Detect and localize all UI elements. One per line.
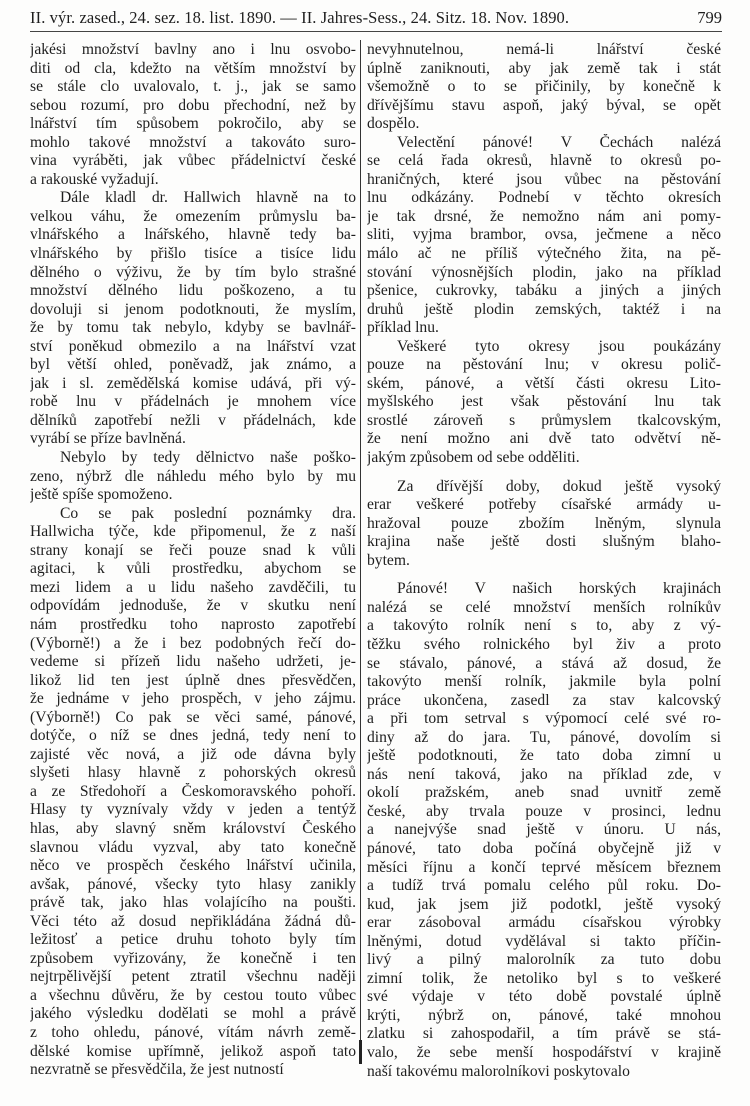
text-line: druhů ještě plodin zemských, taktéž i na	[367, 300, 721, 318]
text-line: jak i sl. zemědělská komise udává, při vý-	[30, 374, 356, 392]
text-line: stování výnosnějších plodin, jako na příklad	[367, 263, 721, 281]
text-line: Věci této až dosud nepřikládána žádná dů-	[30, 912, 356, 930]
text-line: ství poněkud obmezilo a na lnářství vzat	[30, 337, 356, 355]
text-line: příklad lnu.	[367, 319, 439, 337]
text-line: livý a pilný malorolník za tuto dobu	[367, 951, 721, 969]
text-line: jakým způsobem od sebe odděliti.	[367, 449, 580, 467]
page-number: 799	[697, 8, 722, 27]
text-line: naší takovému malorolníkovi poskytovalo	[367, 1062, 630, 1080]
text-line: málo ač ne příliš výtečného žita, na pě-	[367, 245, 721, 263]
text-line: způsobem vyřizovány, že konečně i ten	[30, 949, 356, 967]
text-line: krajina naše ještě dosti slušným blaho-	[367, 533, 721, 551]
text-line: zimní tolik, že netoliko byl s to veškeré	[367, 969, 721, 987]
text-line: ještě spíše spomoženo.	[30, 486, 173, 504]
text-line: valo, že sebe menší hospodářství v krajině	[367, 1043, 721, 1061]
text-line: Hlasy ty vyznívaly vždy v jeden a tentýž	[30, 801, 356, 819]
text-line: strany konají se řeči pouze snad k vůli	[30, 541, 356, 559]
text-line: (Výborně!) a že i bez podobných řečí do-	[30, 634, 356, 652]
text-line: nás není taková, jako na příklad zde, v	[367, 765, 721, 783]
text-line: krýti, nýbrž on, pánové, také mnohou	[367, 1006, 721, 1024]
paragraph	[367, 41, 721, 134]
text-line: české, aby trvala pouze v prosinci, lednu	[367, 802, 721, 820]
text-line: z toho ohledu, pánové, vítám návrh země-	[30, 1023, 356, 1041]
text-line: a všechnu důvěru, že by cestou touto vůbec	[30, 986, 356, 1004]
text-line: a rakouské vyžadují.	[30, 170, 159, 188]
text-line: ském, pánové, a větší části okresu Lito-	[367, 374, 721, 392]
text-line: mezi lidem a u lidu našeho zavděčili, tu	[30, 578, 356, 596]
text-line: zlatku si zahospodařil, a tím právě se stá-	[367, 1025, 721, 1043]
text-line: úplně zaniknouti, aby jak země tak i stát	[367, 59, 721, 77]
text-line: měsíci říjnu a končí teprvé měsícem březnem	[367, 858, 721, 876]
paragraph	[367, 478, 721, 571]
text-line: hražoval pouze zbožím lněným, slynula	[367, 514, 721, 532]
text-line: takovýto menší rolník, jakmile byla polní	[367, 673, 721, 691]
text-line: Veškeré tyto okresy jsou poukázány	[397, 337, 721, 355]
text-line: dotýče, o níž se dnes jedná, tedy není to	[30, 727, 356, 745]
text-line: diti od cla, kdežto na větším množství by	[30, 59, 356, 77]
text-line: vina vyráběti, jak vůbec přádelnictví české	[30, 152, 356, 170]
text-line: odpovídám jednoduše, že v skutku není	[30, 597, 356, 615]
text-line: byl větší ohled, poněvadž, jak známo, a	[30, 356, 356, 374]
text-line: Dále kladl dr. Hallwich hlavně na to	[60, 189, 356, 207]
text-line: erar veškeré potřeby císařské armády u-	[367, 496, 721, 514]
header-title: II. výr. zased., 24. sez. 18. list. 1890. — II. Jahres-Sess., 24. Sitz. 18. Nov. 1890.	[30, 8, 570, 27]
text-line: robě lnu v přádelnách je mnohem více	[30, 393, 356, 411]
text-line: Co se pak poslední poznámky dra.	[60, 504, 356, 522]
text-line: se stále clo uvalovalo, t. j., jak se samo	[30, 78, 356, 96]
running-header	[30, 4, 722, 32]
text-line: právě tak, jako hlas volajícího na poušti.	[30, 894, 356, 912]
text-line: lnářství tím spůsobem pokročilo, aby se	[30, 115, 356, 133]
text-line: velkou váhu, že omezením průmyslu ba-	[30, 207, 356, 225]
text-line: vyrábí se příze bavlněná.	[30, 430, 186, 448]
text-line: vlnářského a lnářského, hlavně tedy ba-	[30, 226, 356, 244]
text-line: slyšeti hlasy hlavně z pohorských okresů	[30, 764, 356, 782]
text-line: a ze Středohoří a Českomoravského pohoří.	[30, 782, 356, 800]
text-line: dělného o výživu, že by tím bylo strašné	[30, 263, 356, 281]
paragraph	[30, 505, 356, 1080]
text-line: a nanejvýše snad ještě v únoru. U nás,	[367, 821, 721, 839]
paragraph	[30, 449, 356, 505]
text-line: své výdaje v této době povstalé úplně	[367, 988, 721, 1006]
text-line: a při tom setrval s výpomocí celé své ro-	[367, 710, 721, 728]
text-line: hraničných, které jsou vůbec na pěstování	[367, 170, 721, 188]
text-line: nejtrpělivější petent ztratil všechnu naději	[30, 968, 356, 986]
paragraph	[367, 338, 721, 468]
text-line: Nebylo by tedy dělnictvo naše poško-	[60, 449, 356, 467]
text-line: bytem.	[367, 551, 410, 569]
text-line: že jednáme v jeho prospěch, v jeho zájmu.	[30, 690, 356, 708]
column-divider	[360, 40, 361, 1058]
text-line: hlas, aby slavný sněm království Českého	[30, 819, 356, 837]
text-line: a takovýto rolník není s to, aby z vý-	[367, 617, 721, 635]
right-column	[367, 41, 721, 1081]
text-line: těžku svého rolnického byl živ a proto	[367, 635, 721, 653]
text-line: množství dělného lidu poškozeno, a tu	[30, 282, 356, 300]
text-line: mohlo takové množství a takováto suro-	[30, 133, 356, 151]
text-line: zajisté věc nová, a již ode dávna byly	[30, 745, 356, 763]
text-line: se celá řada okresů, hlavně to okresů po-	[367, 152, 721, 170]
text-line: se stávalo, pánové, a stává až dosud, že	[367, 654, 721, 672]
text-line: vedeme si přízeň lidu našeho udržeti, je-	[30, 653, 356, 671]
text-line: slavnou vládu vyzval, aby tato konečně	[30, 838, 356, 856]
text-line: okolí pražském, aneb snad uvnitř země	[367, 784, 721, 802]
text-line: že by tomu tak nebylo, kdyby se bavlnář-	[30, 319, 356, 337]
text-line: avšak, pánové, všecky tyto hlasy zanikly	[30, 875, 356, 893]
text-line: dělské komise upřímně, jelikož aspoň tato	[30, 1042, 356, 1060]
paragraph	[30, 189, 356, 449]
text-line: dospělo.	[367, 115, 420, 133]
text-line: pšenice, cukrovky, tabáku a jiných a jiných	[367, 282, 721, 300]
text-line: nezvratně se přesvědčila, že jest nutností	[30, 1061, 284, 1079]
text-line: nám prostředku toho naprosto zapotřebí	[30, 615, 356, 633]
text-line: něco ve prospěch českého lnářství učinila,	[30, 857, 356, 875]
text-line: Za dřívější doby, dokud ještě vysoký	[397, 477, 721, 495]
text-line: nalézá se celé množství menších rolníkův	[367, 598, 721, 616]
text-line: dřívějšímu stavu aspoň, jaký býval, se opět	[367, 96, 721, 114]
text-line: zeno, nýbrž dle náhledu mého bylo by mu	[30, 467, 356, 485]
text-line: agitaci, k vůli prostředku, abychom se	[30, 560, 356, 578]
text-line: likož lid ten jest úplně dnes přesvědčen,	[30, 671, 356, 689]
text-line: sliti, vyjma brambor, ovsa, ječmene a něco	[367, 226, 721, 244]
text-line: lněnými, dotud vydělával si takto příčin-	[367, 932, 721, 950]
text-line: jakési množství bavlny ano i lnu osvobo-	[30, 41, 356, 58]
text-line: pánové, tato doba počíná obyčejně již v	[367, 839, 721, 857]
column-divider-end	[359, 1040, 362, 1064]
text-line: diny až do jara. Tu, pánové, dovolím si	[367, 728, 721, 746]
text-line: jakého výsledku dodělati se mohl a právě	[30, 1005, 356, 1023]
text-line: ještě podotknouti, že tato doba zimní u	[367, 747, 721, 765]
text-line: Velectění pánové! V Čechách nalézá	[397, 133, 721, 151]
text-line: vlnářského by přišlo tisíce a tisíce lidu	[30, 245, 356, 263]
text-line: kud, jak jsem již podotkl, ještě vysoký	[367, 895, 721, 913]
text-line: (Výborně!) Co pak se věci samé, pánové,	[30, 708, 356, 726]
text-line: pouze na pěstování lnu; v okresu polič-	[367, 356, 721, 374]
text-line: sebou rozumí, pro dobu přechodní, než by	[30, 96, 356, 114]
text-line: myšlského jest však pěstování lnu tak	[367, 393, 721, 411]
paragraph	[30, 41, 356, 189]
paragraph	[367, 580, 721, 1081]
text-line: a tudíž trvá pomalu celého půl roku. Do-	[367, 877, 721, 895]
text-line: dělníků zapotřebí nežli v přádelnách, kde	[30, 411, 356, 429]
text-line: je tak drsné, že nemožno nám ani pomy-	[367, 207, 721, 225]
text-line: erar zásoboval armádu císařskou výrobky	[367, 914, 721, 932]
text-line: lnu odkázány. Podnebí v těchto okresích	[367, 189, 721, 207]
text-line: dovoluji si jenom podotknouti, že myslím,	[30, 300, 356, 318]
text-line: Hallwicha týče, kde připomenul, že z naší	[30, 523, 356, 541]
text-line: práce ukončena, zasedl za stav kalcovský	[367, 691, 721, 709]
text-line: ležitosť a petice druhu tohoto byly tím	[30, 931, 356, 949]
text-line: Pánové! V našich horských krajinách	[397, 580, 721, 598]
left-column	[30, 41, 356, 1080]
paragraph	[367, 134, 721, 338]
text-line: že není možno ani dvě tato odvětví ně-	[367, 430, 721, 448]
text-line: srostlé zároveň s průmyslem tkalcovským,	[367, 411, 721, 429]
text-line: všemožně o to se přičinily, by konečně k	[367, 78, 721, 96]
text-line: nevyhnutelnou, nemá-li lnářství české	[367, 41, 721, 58]
